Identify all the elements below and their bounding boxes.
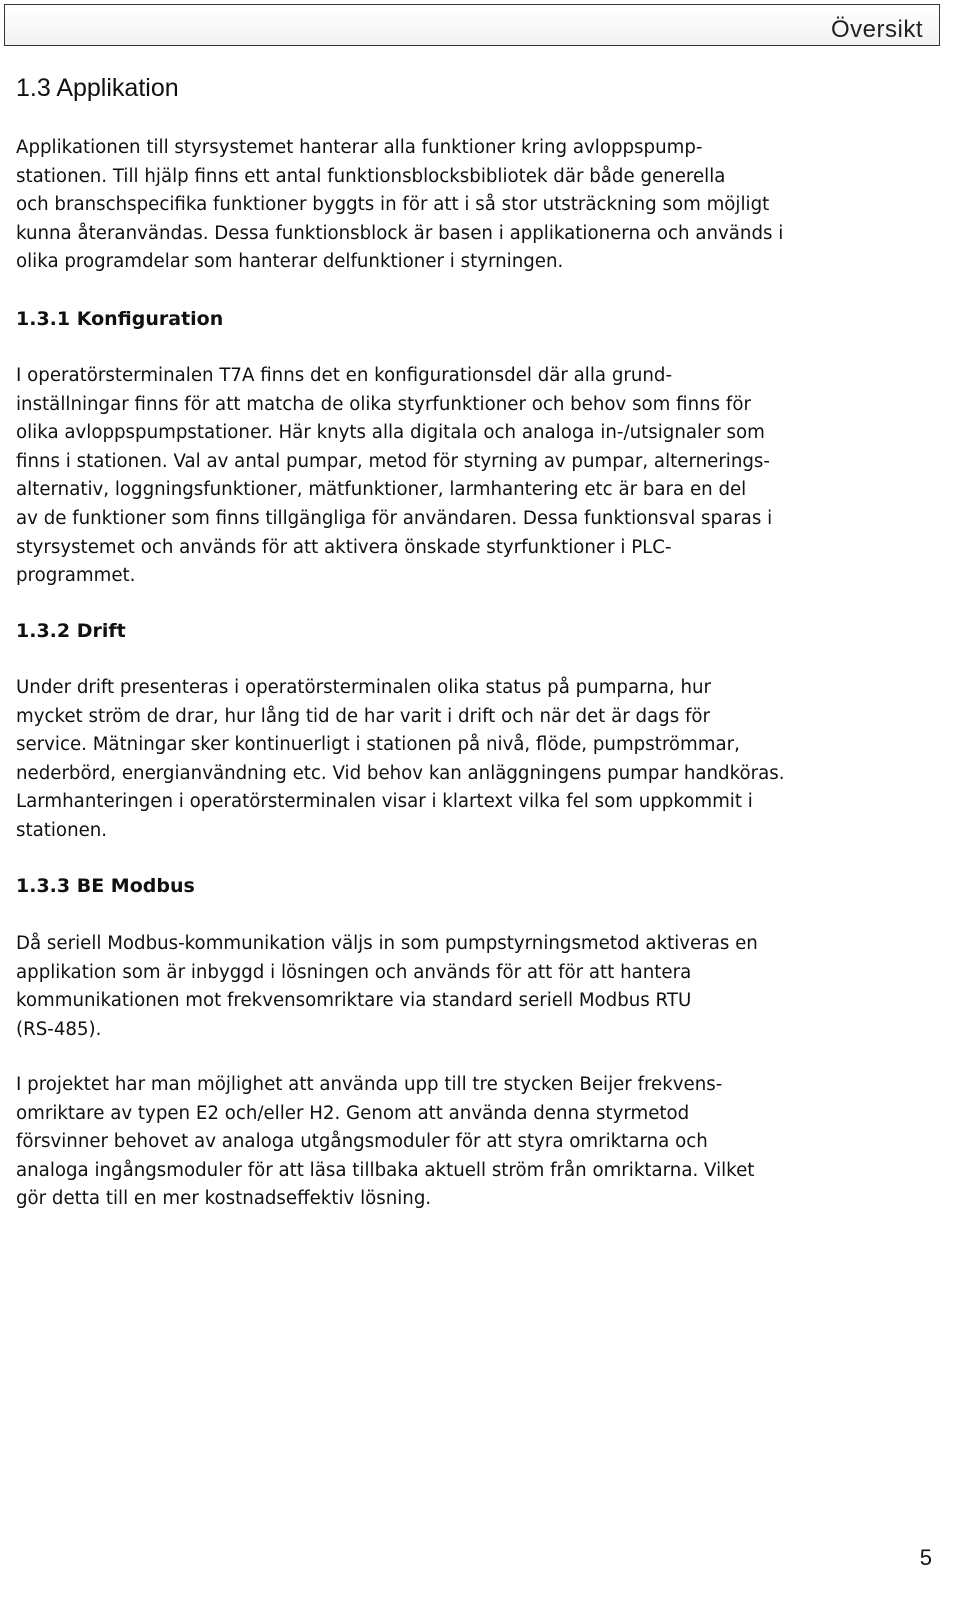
intro-paragraph: Applikationen till styrsystemet hanterar alla funktioner kring avloppspump- stationen. Till hjälp finns ett antal funktionsblocksbibliotek där både generella och branschspecifika funktioner byggts in för att i så stor utsträckning som möjligt kunna återanvändas. Dessa funktionsblock är basen i applikationerna och används i olika programdelar som hanterar delfunktioner i styrningen. bbox=[16, 137, 784, 273]
drift-paragraph: Under drift presenteras i operatörsterminalen olika status på pumparna, hur mycket ström de drar, hur lång tid de har varit i drift och när det är dags för service. Mätningar sker kontinuerligt i stationen på nivå, flöde, pumpströmmar, nederbörd, energianvändning etc. Vid behov kan anläggningens pumpar handköras. Larmhanteringen i operatörsterminalen visar i klartext vilka fel som uppkommit i stationen. bbox=[16, 677, 785, 841]
section-heading: 1.3 Applikation bbox=[16, 74, 179, 102]
header-bar bbox=[4, 4, 940, 46]
konfiguration-heading: 1.3.1 Konfiguration bbox=[16, 308, 224, 330]
modbus-paragraph-2: I projektet har man möjlighet att använda upp till tre stycken Beijer frekvens- omriktare av typen E2 och/eller H2. Genom att använda denna styrmetod försvinner behovet av analoga utgångsmoduler för att styra omriktarna och analoga ingångsmoduler för att läsa tillbaka aktuell ström från omriktarna. Vilket gör detta till en mer kostnadseffektiv lösning. bbox=[16, 1074, 755, 1210]
drift-heading: 1.3.2 Drift bbox=[16, 620, 126, 642]
header-title: Översikt bbox=[830, 16, 923, 43]
konfiguration-paragraph: I operatörsterminalen T7A finns det en konfigurationsdel där alla grund- inställningar finns för att matcha de olika styrfunktioner och behov som finns för olika avloppspumpstationer. Här knyts alla digitala och analoga in-/utsignaler som finns i stationen. Val av antal pumpar, metod för styrning av pumpar, alternerings- alternativ, loggningsfunktioner, mätfunktioner, larmhantering etc är bara en del av de funktioner som finns tillgängliga för användaren. Dessa funktionsval sparas i styrsystemet och används för att aktivera önskade styrfunktioner i PLC- programmet. bbox=[16, 365, 773, 587]
page-number: 5 bbox=[919, 1545, 932, 1570]
modbus-paragraph-1: Då seriell Modbus-kommunikation väljs in som pumpstyrningsmetod aktiveras en applikation som är inbyggd i lösningen och används för att för att hantera kommunikationen mot frekvensomriktare via standard seriell Modbus RTU (RS-485). bbox=[16, 933, 758, 1040]
modbus-heading: 1.3.3 BE Modbus bbox=[16, 875, 195, 897]
